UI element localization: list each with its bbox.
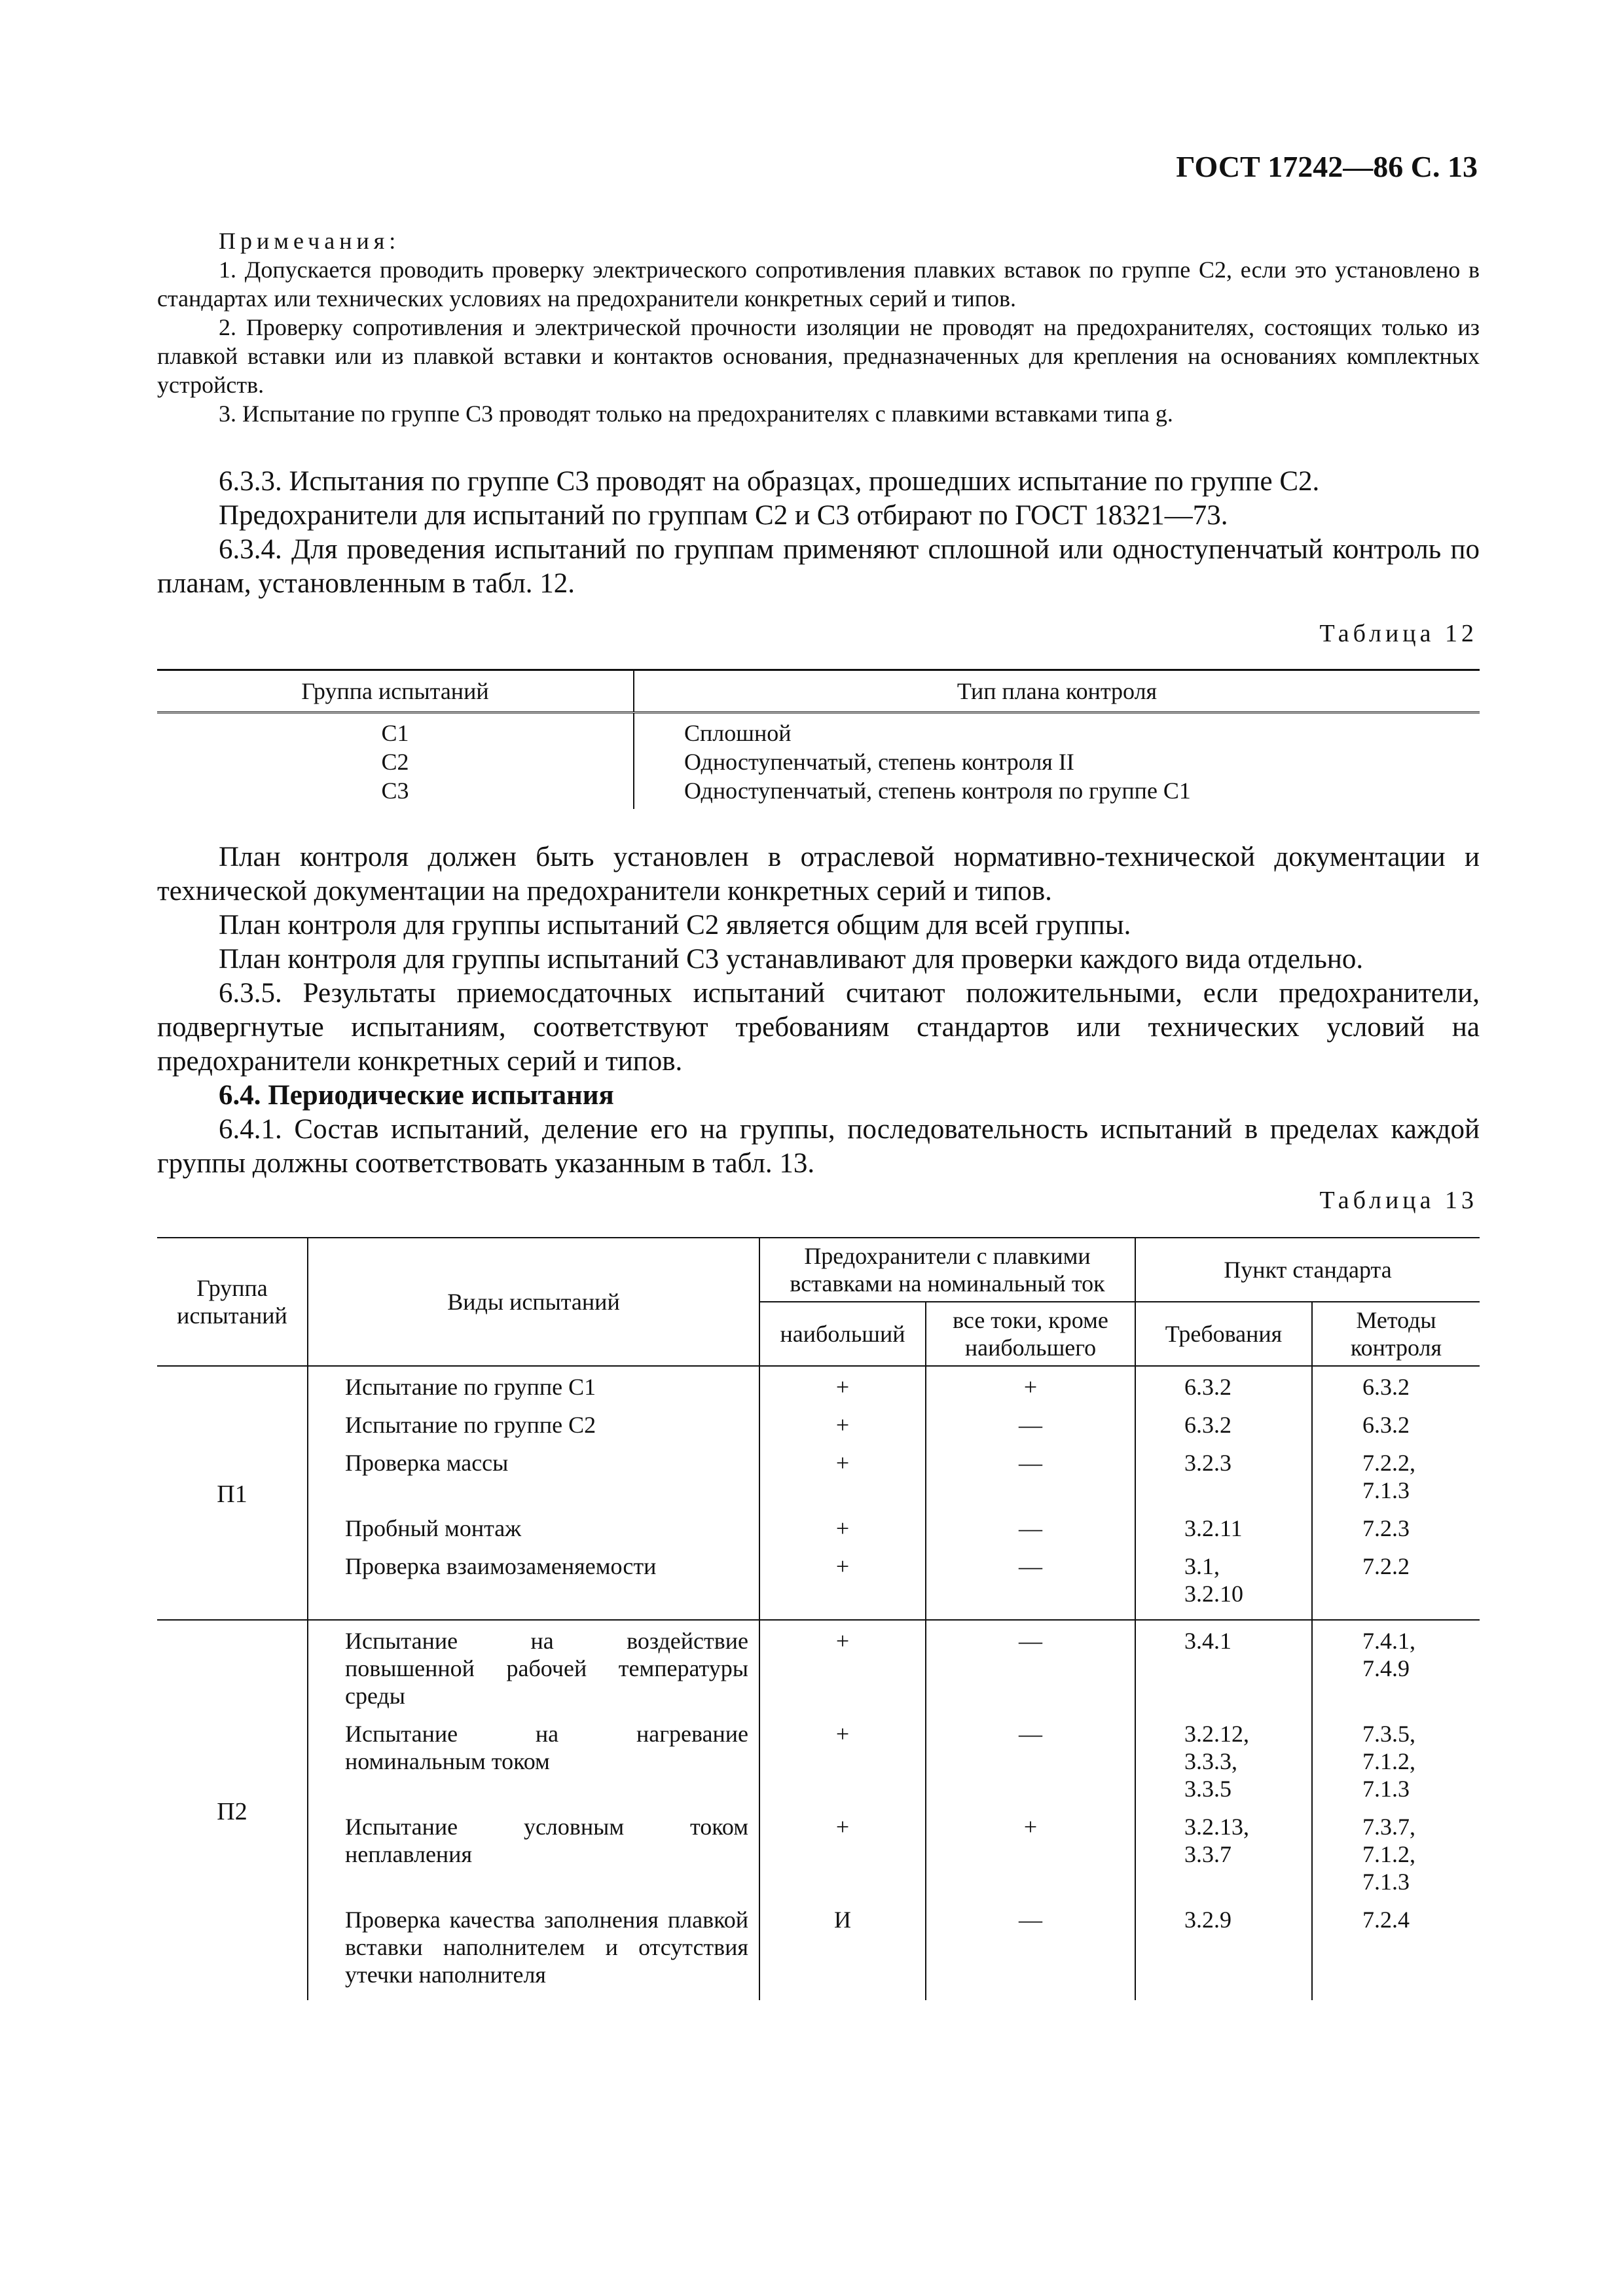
table12-cell-plan: Одноступенчатый, степень контроля по группе С1 xyxy=(684,778,1191,804)
table13-header-fuse-max: наибольший xyxy=(759,1302,926,1366)
table13-cell-other: — xyxy=(926,1713,1135,1806)
table13-cell-methods: 6.3.2 xyxy=(1312,1366,1480,1405)
paragraph-block-2 xyxy=(157,840,1480,1181)
table13-cell-methods: 7.3.7, 7.1.2, 7.1.3 xyxy=(1312,1806,1480,1899)
table13-cell-methods: 7.4.1, 7.4.9 xyxy=(1312,1620,1480,1713)
table13-header-kinds: Виды испытаний xyxy=(308,1238,759,1366)
paragraph: 6.3.4. Для проведения испытаний по группам применяют сплошной или одноступенчатый контроль по планам, установленным в табл. 12. xyxy=(157,534,1480,599)
table13-cell-other: — xyxy=(926,1508,1135,1546)
note-item: 3. Испытание по группе С3 проводят только на предохранителях с плавкими вставками типа g. xyxy=(219,401,1173,427)
table-row xyxy=(157,1443,1480,1508)
table13-cell-max: + xyxy=(759,1806,926,1899)
table13-cell-other: — xyxy=(926,1405,1135,1443)
paragraph: План контроля должен быть установлен в отраслевой нормативно-технической документации и технической документации на предохранители конкретных серий и типов. xyxy=(157,842,1480,906)
table13-cell-req: 3.2.12, 3.3.3, 3.3.5 xyxy=(1135,1713,1312,1806)
table-13 xyxy=(157,1237,1480,2000)
notes-block xyxy=(157,226,1480,428)
table-row xyxy=(157,1899,1480,2000)
table13-cell-max: + xyxy=(759,1443,926,1508)
table13-cell-methods: 7.2.2 xyxy=(1312,1546,1480,1620)
table-row xyxy=(157,713,1480,748)
paragraph: План контроля для группы испытаний С3 устанавливают для проверки каждого вида отдельно. xyxy=(219,944,1364,975)
table13-cell-kind: Испытание на воздействие повышенной рабочей температуры среды xyxy=(308,1620,759,1713)
paragraph: План контроля для группы испытаний С2 является общим для всей группы. xyxy=(219,910,1131,941)
table12-header-plan: Тип плана контроля xyxy=(634,670,1480,713)
table13-cell-max: И xyxy=(759,1899,926,2000)
table-12 xyxy=(157,669,1480,809)
table13-header-group: Группа испытаний xyxy=(157,1238,308,1366)
table13-header-methods: Методы контроля xyxy=(1312,1302,1480,1366)
table-row xyxy=(157,747,1480,776)
paragraph: 6.4.1. Состав испытаний, деление его на группы, последовательность испытаний в пределах каждой группы должны соответствовать указанным в табл. 13. xyxy=(157,1114,1480,1179)
table13-body xyxy=(157,1366,1480,2000)
table13-cell-kind: Испытание условным током неплавления xyxy=(308,1806,759,1899)
table-row xyxy=(157,1806,1480,1899)
table12-cell-group: С2 xyxy=(157,747,634,776)
note-item: 2. Проверку сопротивления и электрической прочности изоляции не проводят на предохранителях, состоящих только из плавкой вставки или из плавкой вставки и контактов основания, предназначенных для крепления на основаниях комплектных устройств. xyxy=(157,314,1480,398)
table-row xyxy=(157,776,1480,809)
table13-cell-kind: Испытание по группе С2 xyxy=(308,1405,759,1443)
table13-caption: Таблица 13 xyxy=(1319,1187,1478,1214)
table13-cell-req: 3.2.11 xyxy=(1135,1508,1312,1546)
table13-cell-req: 3.1, 3.2.10 xyxy=(1135,1546,1312,1620)
table13-cell-req: 3.2.13, 3.3.7 xyxy=(1135,1806,1312,1899)
paragraph: Предохранители для испытаний по группам С2 и С3 отбирают по ГОСТ 18321—73. xyxy=(219,500,1228,531)
table13-cell-max: + xyxy=(759,1508,926,1546)
paragraph: 6.3.5. Результаты приемосдаточных испытаний считают положительными, если предохранители, подвергнутые испытаниям, соответствуют требованиям стандартов или технических условий на предохранители конкретных серий и типов. xyxy=(157,978,1480,1077)
table-row xyxy=(157,1405,1480,1443)
table13-cell-other: + xyxy=(926,1366,1135,1405)
table13-cell-req: 6.3.2 xyxy=(1135,1405,1312,1443)
table13-cell-max: + xyxy=(759,1366,926,1405)
table13-cell-methods: 7.2.3 xyxy=(1312,1508,1480,1546)
table13-cell-other: — xyxy=(926,1899,1135,2000)
table13-cell-kind: Испытание по группе С1 xyxy=(308,1366,759,1405)
table13-cell-kind: Проверка качества заполнения плавкой вставки наполнителем и отсутствия утечки наполнителя xyxy=(308,1899,759,2000)
table12-cell-plan: Сплошной xyxy=(684,720,792,746)
table12-cell-plan: Одноступенчатый, степень контроля II xyxy=(684,749,1074,775)
page-header: ГОСТ 17242—86 С. 13 xyxy=(1176,150,1478,183)
table12-caption: Таблица 12 xyxy=(1319,620,1478,647)
table13-group-cell: П2 xyxy=(157,1620,308,2000)
table13-cell-other: + xyxy=(926,1806,1135,1899)
table13-group-cell: П1 xyxy=(157,1366,308,1620)
table13-cell-other: — xyxy=(926,1546,1135,1620)
table13-cell-methods: 7.2.4 xyxy=(1312,1899,1480,2000)
table13-header-req: Требования xyxy=(1135,1302,1312,1366)
table13-cell-kind: Испытание на нагревание номинальным током xyxy=(308,1713,759,1806)
table13-cell-req: 3.4.1 xyxy=(1135,1620,1312,1713)
table13-cell-max: + xyxy=(759,1546,926,1620)
table-row xyxy=(157,1713,1480,1806)
table12-cell-group: С1 xyxy=(157,713,634,748)
table13-cell-req: 6.3.2 xyxy=(1135,1366,1312,1405)
paragraph: 6.3.3. Испытания по группе С3 проводят на образцах, прошедших испытание по группе С2. xyxy=(219,466,1320,497)
table13-cell-max: + xyxy=(759,1620,926,1713)
table13-cell-kind: Проверка взаимозаменяемости xyxy=(308,1546,759,1620)
table-row xyxy=(157,1366,1480,1405)
table12-header-group: Группа испытаний xyxy=(157,670,634,713)
table13-cell-methods: 7.3.5, 7.1.2, 7.1.3 xyxy=(1312,1713,1480,1806)
table13-cell-max: + xyxy=(759,1713,926,1806)
table13-cell-max: + xyxy=(759,1405,926,1443)
table12-cell-group: С3 xyxy=(157,776,634,809)
table13-cell-kind: Пробный монтаж xyxy=(308,1508,759,1546)
table13-cell-methods: 6.3.2 xyxy=(1312,1405,1480,1443)
table13-cell-methods: 7.2.2, 7.1.3 xyxy=(1312,1443,1480,1508)
table13-cell-kind: Проверка массы xyxy=(308,1443,759,1508)
table13-header-fuse-other: все токи, кроме наибольшего xyxy=(926,1302,1135,1366)
paragraph-block-1 xyxy=(157,465,1480,601)
table13-cell-req: 3.2.9 xyxy=(1135,1899,1312,2000)
section-title: 6.4. Периодические испытания xyxy=(219,1080,614,1111)
notes-title: Примечания: xyxy=(219,228,401,254)
table-row xyxy=(157,1546,1480,1620)
note-item: 1. Допускается проводить проверку электрического сопротивления плавких вставок по группе С2, если это установлено в стандартах или технических условиях на предохранители конкретных серий и типов. xyxy=(157,257,1480,312)
table-row xyxy=(157,1620,1480,1713)
table-row xyxy=(157,1508,1480,1546)
table13-cell-req: 3.2.3 xyxy=(1135,1443,1312,1508)
table13-header-clause: Пункт стандарта xyxy=(1135,1238,1480,1302)
table13-cell-other: — xyxy=(926,1620,1135,1713)
table13-header-fuses: Предохранители с плавкими вставками на номинальный ток xyxy=(759,1238,1135,1302)
table13-cell-other: — xyxy=(926,1443,1135,1508)
